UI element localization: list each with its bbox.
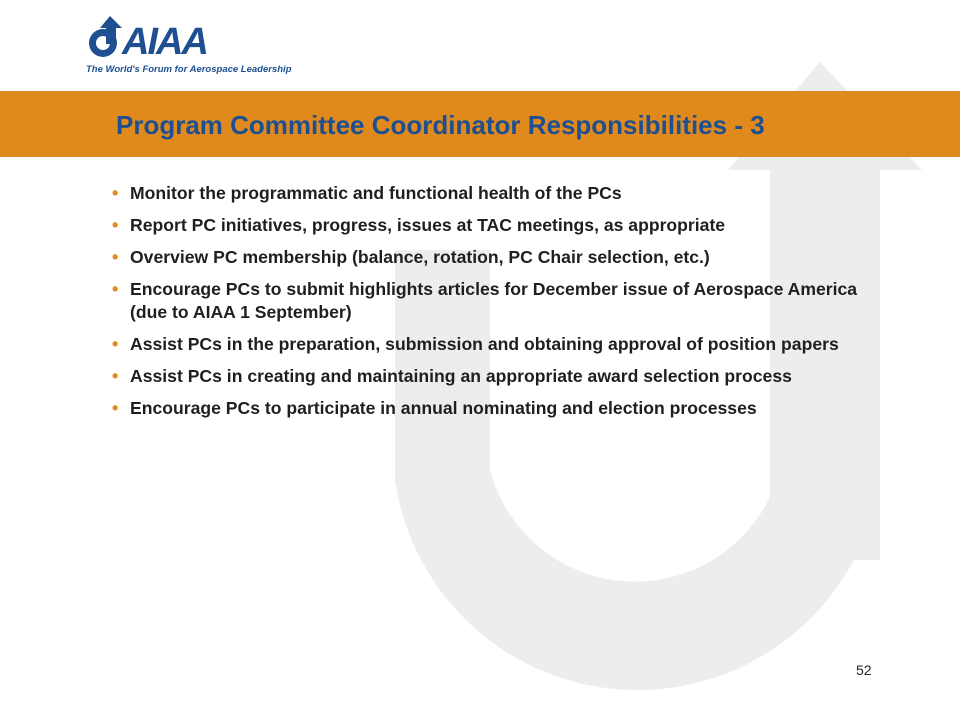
bullet-marker: • bbox=[112, 398, 119, 418]
aiaa-logo bbox=[86, 14, 292, 78]
aiaa-logo-icon bbox=[86, 14, 126, 62]
bullet-text: Overview PC membership (balance, rotation, PC Chair selection, etc.) bbox=[130, 247, 710, 267]
bullet-list bbox=[112, 182, 876, 429]
logo-tagline: The World's Forum for Aerospace Leadership bbox=[86, 64, 292, 75]
bullet-marker: • bbox=[112, 247, 119, 267]
bullet-item bbox=[112, 278, 876, 324]
bullet-item bbox=[112, 333, 876, 356]
bullet-text: Encourage PCs to participate in annual nominating and election processes bbox=[130, 398, 757, 418]
title-bar bbox=[0, 91, 960, 157]
bullet-item bbox=[112, 397, 876, 420]
bullet-marker: • bbox=[112, 366, 119, 386]
slide-title: Program Committee Coordinator Responsibilities - 3 bbox=[116, 110, 765, 140]
bullet-marker: • bbox=[112, 334, 119, 354]
bullet-item bbox=[112, 365, 876, 388]
bullet-text: Assist PCs in creating and maintaining an appropriate award selection process bbox=[130, 366, 792, 386]
bullet-text: Encourage PCs to submit highlights articles for December issue of Aerospace America (due to AIAA 1 September) bbox=[130, 279, 858, 322]
bullet-text: Monitor the programmatic and functional health of the PCs bbox=[130, 183, 622, 203]
bullet-marker: • bbox=[112, 215, 119, 235]
page-number: 52 bbox=[856, 662, 872, 678]
bullet-item bbox=[112, 214, 876, 237]
logo-wordmark: AIAA bbox=[122, 21, 207, 63]
bullet-text: Assist PCs in the preparation, submission and obtaining approval of position papers bbox=[130, 334, 839, 354]
bullet-item bbox=[112, 246, 876, 269]
bullet-marker: • bbox=[112, 279, 119, 299]
bullet-text: Report PC initiatives, progress, issues at TAC meetings, as appropriate bbox=[130, 215, 726, 235]
bullet-marker: • bbox=[112, 183, 119, 203]
bullet-item bbox=[112, 182, 876, 205]
